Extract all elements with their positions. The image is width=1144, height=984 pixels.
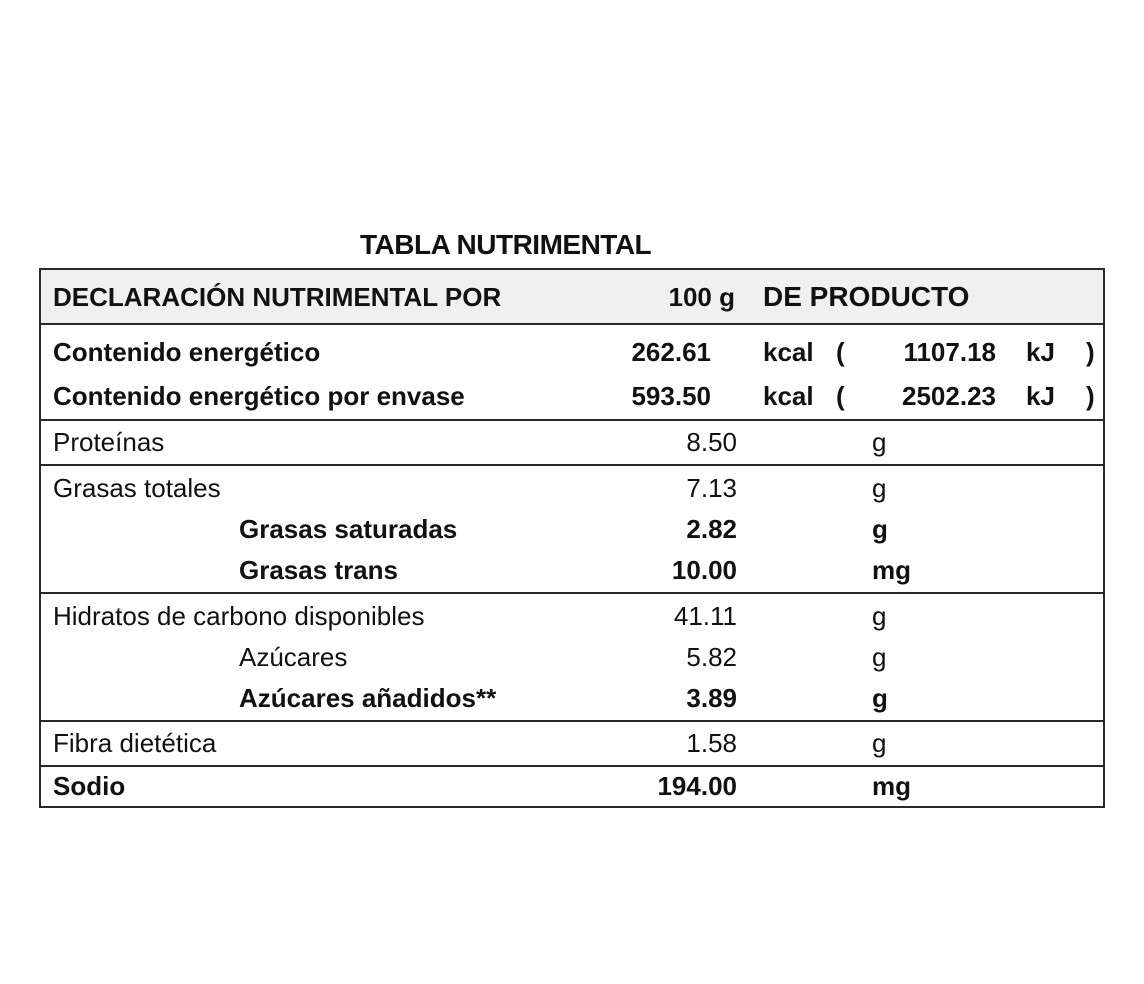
- close-paren: ): [1086, 337, 1095, 367]
- fat-total-unit: g: [872, 473, 887, 503]
- sugars-value: 5.82: [686, 642, 737, 672]
- fiber-value: 1.58: [686, 728, 737, 758]
- carbs-unit: g: [872, 601, 887, 631]
- fat-saturated-value: 2.82: [686, 514, 737, 544]
- carbs-row: [41, 595, 1103, 637]
- header-row: [41, 276, 1103, 318]
- energy-kcal-unit: kcal: [763, 337, 814, 367]
- sugars-label: Azúcares: [239, 642, 348, 672]
- sugars-row: [41, 636, 1103, 678]
- fiber-label: Fibra dietética: [53, 728, 217, 758]
- energy-kcal-value: 262.61: [631, 337, 711, 367]
- protein-label: Proteínas: [53, 427, 165, 457]
- carbs-section: [41, 594, 1103, 722]
- protein-value: 8.50: [686, 427, 737, 457]
- fat-saturated-row: [41, 508, 1103, 550]
- protein-row: [41, 421, 1103, 463]
- added-sugars-label: Azúcares añadidos**: [239, 683, 497, 713]
- table-title: TABLA NUTRIMENTAL: [360, 229, 652, 260]
- fat-trans-row: [41, 549, 1103, 591]
- fat-trans-unit: mg: [872, 555, 911, 585]
- carbs-label: Hidratos de carbono disponibles: [53, 601, 425, 631]
- fat-section: [41, 466, 1103, 594]
- energy-kj-value: 1107.18: [903, 337, 996, 367]
- sodium-label: Sodio: [53, 771, 126, 801]
- energy-per-package-row: [41, 375, 1103, 417]
- added-sugars-row: [41, 677, 1103, 719]
- fiber-section: [41, 722, 1103, 767]
- fat-trans-value: 10.00: [671, 555, 737, 585]
- fat-total-label: Grasas totales: [53, 473, 221, 503]
- header-suffix: DE PRODUCTO: [763, 281, 970, 312]
- energy-label: Contenido energético: [53, 337, 321, 367]
- fat-trans-label: Grasas trans: [239, 555, 398, 585]
- fiber-unit: g: [872, 728, 887, 758]
- fat-total-value: 7.13: [686, 473, 737, 503]
- fiber-row: [41, 722, 1103, 764]
- carbs-value: 41.11: [673, 601, 737, 631]
- fat-saturated-unit: g: [872, 514, 888, 544]
- sodium-section: [41, 767, 1103, 806]
- energy-per-package-kcal-value: 593.50: [631, 381, 711, 411]
- sodium-unit: mg: [872, 771, 911, 801]
- sugars-unit: g: [872, 642, 887, 672]
- sodium-value: 194.00: [657, 771, 737, 801]
- protein-unit: g: [872, 427, 887, 457]
- fat-total-row: [41, 467, 1103, 509]
- open-paren: (: [836, 337, 845, 367]
- energy-row: [41, 331, 1103, 373]
- energy-per-package-kj-unit: kJ: [1026, 381, 1055, 411]
- energy-per-package-label: Contenido energético por envase: [53, 381, 465, 411]
- fat-saturated-label: Grasas saturadas: [239, 514, 458, 544]
- energy-per-package-kj-value: 2502.23: [902, 381, 996, 411]
- close-paren: ): [1086, 381, 1095, 411]
- protein-section: [41, 421, 1103, 466]
- open-paren: (: [836, 381, 845, 411]
- header-label: DECLARACIÓN NUTRIMENTAL POR: [53, 282, 502, 312]
- table-header: [41, 270, 1103, 325]
- nutrition-table: [39, 268, 1105, 808]
- energy-per-package-kcal-unit: kcal: [763, 381, 814, 411]
- header-quantity: 100 g: [668, 282, 735, 312]
- added-sugars-value: 3.89: [686, 683, 737, 713]
- sodium-row: [41, 765, 1103, 807]
- added-sugars-unit: g: [872, 683, 888, 713]
- energy-kj-unit: kJ: [1026, 337, 1055, 367]
- energy-section: [41, 325, 1103, 421]
